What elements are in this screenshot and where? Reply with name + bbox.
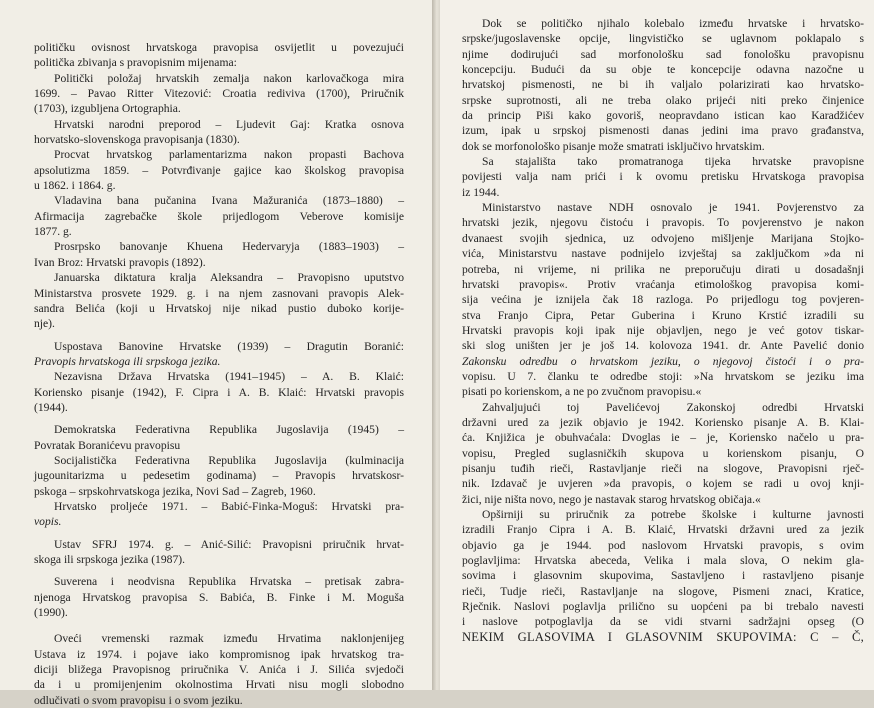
text-line: srpske/jugoslavenske opcije, lingvističko se uglavnom poklapalo s bbox=[462, 32, 864, 46]
right-page bbox=[440, 0, 874, 690]
text-line: sandra Belića (koji u Hrvatskoj nije nikad pustio duboko korije- bbox=[34, 301, 404, 315]
text-line: hrvatskoj pismenosti, ne bi ih valjalo polarizirati kao hrvatsko- bbox=[462, 78, 864, 92]
text-line: izradili Franjo Cipra i A. B. Klaić, Hrvatski državni ured za jezik bbox=[462, 523, 864, 537]
text-line: Koriensko pisanje (1942), F. Cipra i A. B. Klaić: Hrvatski pravopis bbox=[34, 385, 404, 399]
text-line: objavio ga je 1944. pod naslovom Hrvatski pravopis, s ovim bbox=[462, 538, 864, 552]
text-line: ski slog uništen jer je još 14. kolovoza 1941. dr. Ante Pavelić donio bbox=[462, 339, 864, 353]
text-line: Ustava iz 1974. i pojave iako kompromisnog ipak hrvatskog tra- bbox=[34, 647, 404, 661]
text-line: Vladavina bana pučanina Ivana Mažuranića (1873–1880) – bbox=[54, 194, 404, 208]
text-line: jugounitarizma u pedesetim godinama) – Pravopis hrvatskosr- bbox=[34, 469, 404, 483]
text-line: dvanaest svojih sjednica, uz odvojeno mišljenje Marijana Stojko- bbox=[462, 231, 864, 245]
text-line: nik. Izdavač je uvjeren »da pravopis, o kojem se radi u ovoj knji- bbox=[462, 477, 864, 491]
text-line: skoga ili srpskoga jezika (1987). bbox=[34, 553, 186, 566]
text-line: u 1862. i 1864. g. bbox=[34, 179, 116, 193]
text-line: Demokratska Federativna Republika Jugoslavija (1945) – bbox=[54, 423, 404, 437]
text-line: odlučivati o svom pravopisu i o svom jeziku. bbox=[34, 693, 243, 707]
text-line: horvatsko-slovenskoga pravopisanja (1830). bbox=[34, 133, 240, 147]
text-line: (1944). bbox=[34, 400, 68, 414]
text-line: sija većina je iznijela čak 18 razloga. Po prijedlogu tog povjeren- bbox=[462, 293, 864, 307]
text-line: Rječnik. Naslovi poglavlja prilično su uopćeni pa bi trebalo navesti bbox=[462, 600, 864, 614]
text-line: (1990). bbox=[34, 606, 68, 620]
text-line: da princip Piši kako govoriš, neopravdano istican kao Karadžićev bbox=[462, 109, 864, 123]
text-line: Ustav SFRJ 1974. g. – Anić-Silić: Pravopisni priručnik hrvat- bbox=[54, 537, 404, 551]
text-line: potreba, ni vrijeme, ni prilika ne preporučuju dirati u dosadašnji bbox=[462, 262, 864, 276]
text-line: Afirmacija zagrebačke škole prijedlogom Veberove komisije bbox=[34, 209, 404, 223]
text-line: Povratak Boranićevu pravopisu bbox=[34, 438, 181, 452]
text-line: sovima i glasovnim skupovima, Sastavljeno i rastavljeno pisanje bbox=[462, 569, 864, 583]
text-line: Nezavisna Država Hrvatska (1941–1945) – A. B. Klaić: bbox=[54, 370, 404, 384]
text-line: rieči, Tudje rieči, Rastavljanje na slogove, Pismeni znaci, Kratice, bbox=[462, 584, 864, 598]
text-line: apsolutizma 1859. – Potvrđivanje gajice kao školskog pravopisa bbox=[34, 163, 404, 177]
text-line: Hrvatski narodni preporod – Ljudevit Gaj: Kratka osnova bbox=[54, 117, 404, 131]
text-line: Hrvatski pravopis koji ipak nije objavljen, nego je već gotov tiskar- bbox=[462, 323, 864, 337]
text-line: 1699. – Pavao Ritter Vitezović: Croatia rediviva (1700), Priručnik bbox=[34, 87, 404, 101]
book-gutter bbox=[432, 0, 440, 690]
text-line: Pravopis hrvatskoga ili srpskoga jezika. bbox=[34, 354, 221, 368]
text-line: Zakonsku odredbu o hrvatskom jeziku, o njegovoj čistoći i o pra- bbox=[462, 354, 864, 368]
text-line: državni ured za jezik objavio je 1942. Koriensko pisanje A. B. Klai- bbox=[462, 415, 864, 429]
text-line: hrvatski pravopis«. Protiv vraćanja etimološkog pravopisa komi- bbox=[462, 277, 864, 291]
text-line: političku ovisnost hrvatskoga pravopisa osvijetlit u povezujući bbox=[34, 41, 404, 54]
text-line: Socijalistička Federativna Republika Jugoslavija (kulminacija bbox=[54, 453, 404, 467]
text-line: Ministarstva prosvete 1929. g. i na njem zasnovani pravopis Alek- bbox=[34, 286, 404, 300]
text-line: vopisu, Pregled suglasničkih skupova u korienskom pisanju, O bbox=[462, 446, 864, 460]
text-line: stva Franjo Cipra, Petar Guberina i Kruno Krstić izradili su bbox=[462, 308, 864, 322]
text-line: Suverena i neodvisna Republika Hrvatska – pretisak zabra- bbox=[54, 575, 404, 589]
text-line: vopis. bbox=[34, 515, 62, 529]
text-line: Ivan Broz: Hrvatski pravopis (1892). bbox=[34, 255, 206, 269]
text-line: Sa stajališta tako promatranoga tijeka hrvatske pravopisne bbox=[482, 155, 864, 169]
text-line: i naslove potpoglavlja da se vidi stvarni sadržajni opseg (O bbox=[462, 615, 864, 629]
text-line: Januarska diktatura kralja Aleksandra – Pravopisno uputstvo bbox=[54, 271, 404, 285]
text-line: povijesti valja nam prići i k ovomu pretisku Hrvatskoga pravopisa bbox=[462, 170, 864, 184]
text-line: nje). bbox=[34, 317, 55, 331]
text-line: izum, ipak u srpskoj pismenosti danas jedini ima pravo građanstva, bbox=[462, 124, 864, 138]
left-page bbox=[0, 0, 432, 707]
text-line: ća. Knjižica je obuhvaćala: Dvoglas ie – je, Koriensko načelo u pra- bbox=[462, 431, 864, 445]
text-line: njime dodirujući sad morfonološku sad fonološku pravopisnu bbox=[462, 47, 864, 61]
text-line: politička zbivanja s pravopisnim mijenama: bbox=[34, 56, 237, 70]
text-line: Oveći vremenski razmak između Hrvatima naklonjenijeg bbox=[54, 632, 404, 646]
text-line: Opširniji su priručnik za potrebe školske i kulturne javnosti bbox=[482, 508, 864, 521]
text-line: pskoga – srpskohrvatskoga jezika, Novi Sad – Zagreb, 1960. bbox=[34, 484, 316, 498]
text-line: da i u promijenjenim okolnostima Hrvati nisu mogli slobodno bbox=[34, 678, 404, 692]
text-line: NEKIM GLASOVIMA I GLASOVNIM SKUPOVIMA: C – Č, bbox=[462, 629, 864, 644]
text-line: hrvatski jezik, njegovu čistoću i pravopis. To povjerenstvo je nakon bbox=[462, 216, 864, 230]
text-line: Prosrpsko banovanje Khuena Hedervaryja (1883–1903) – bbox=[54, 240, 404, 254]
text-line: Uspostava Banovine Hrvatske (1939) – Dragutin Boranić: bbox=[54, 339, 404, 353]
text-line: Dok se političko njihalo kolebalo između hrvatske i hrvatsko- bbox=[482, 17, 864, 30]
text-line: Zahvaljujući toj Pavelićevoj Zakonskoj odredbi Hrvatski bbox=[482, 400, 864, 414]
text-line: pisanju tuđih rieči, Rastavljanje rieči na slogove, Pravopisni rječ- bbox=[462, 461, 864, 475]
text-line: (1703), izgubljena Ortographia. bbox=[34, 102, 181, 116]
text-line: poglavljima: Hrvatska abeceda, Velika i mala slova, O nekim gla- bbox=[462, 554, 864, 568]
text-line: vića, Ministarstvu nastave podnijelo izvještaj sa zaključkom »da ni bbox=[462, 247, 864, 261]
text-line: pisati po korienskom, a ne po zvučnom pravopisu.« bbox=[462, 385, 702, 399]
text-line: koncepciju. Budući da su obje te koncepcije odavna nazočne u bbox=[462, 63, 864, 77]
text-line: Hrvatsko proljeće 1971. – Babić-Finka-Moguš: Hrvatski pra- bbox=[54, 499, 404, 513]
text-line: Politički položaj hrvatskih zemalja nakon karlovačkoga mira bbox=[54, 71, 404, 85]
text-line: žici, nije ništa novo, nego je nastavak starog hrvatskog običaja.« bbox=[462, 492, 761, 506]
text-line: Procvat hrvatskog parlamentarizma nakon propasti Bachova bbox=[54, 148, 404, 162]
text-line: vopisu. U 7. članku te odredbe stoji: »Na hrvatskom se jeziku ima bbox=[462, 369, 864, 383]
text-line: diciji bližega Pravopisnog priručnika V. Anića i J. Silića svjedoči bbox=[34, 663, 404, 677]
text-line: Ministarstvo nastave NDH osnovalo je 1941. Povjerenstvo za bbox=[482, 201, 864, 215]
text-line: dok se morfonološko pisanje može smatrati isključivo hrvatskim. bbox=[462, 139, 765, 153]
text-line: 1877. g. bbox=[34, 225, 72, 239]
text-line: iz 1944. bbox=[462, 185, 500, 199]
text-line: njenoga Hrvatskog pravopisa S. Babića, B. Finke i M. Moguša bbox=[34, 590, 404, 604]
text-line: srpske suprotnosti, ali ne treba olako prijeći niti preko činjenice bbox=[462, 93, 864, 107]
